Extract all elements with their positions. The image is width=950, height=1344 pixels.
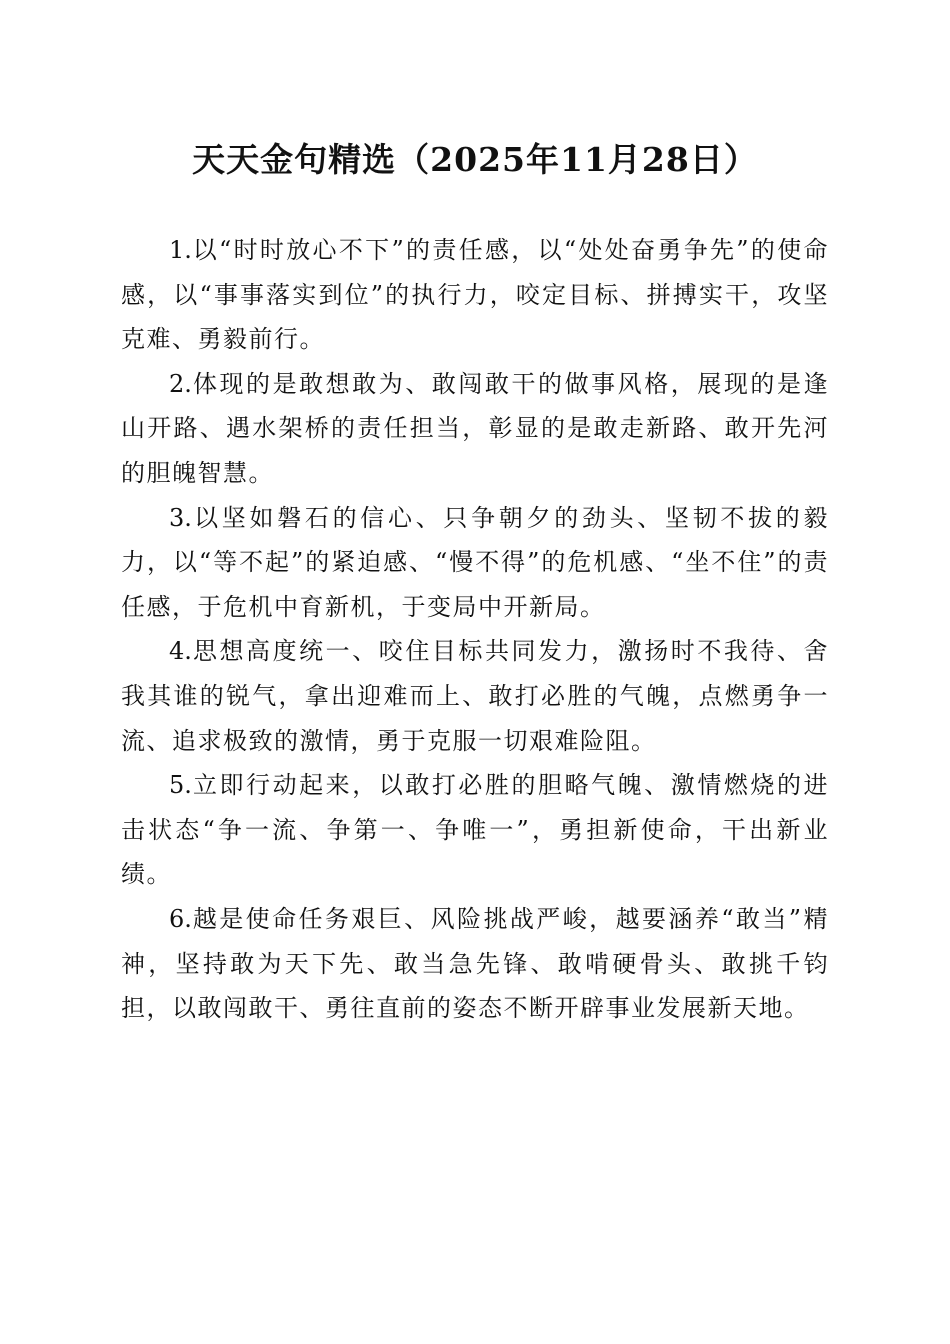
- paragraph-2: [121, 362, 829, 496]
- paragraph-number: 3.: [169, 503, 192, 532]
- paragraph-number: 5.: [169, 771, 192, 800]
- paragraph-number: 4.: [169, 637, 192, 666]
- paragraph-text: 思想高度统一、咬住目标共同发力，激扬时不我待、舍我其谁的锐气，拿出迎难而上、敢打必胜的气魄，点燃勇争一流、追求极致的激情，勇于克服一切艰难险阻。: [121, 637, 829, 755]
- paragraph-text: 以坚如磐石的信心、只争朝夕的劲头、坚韧不拔的毅力，以“等不起”的紧迫感、“慢不得”的危机感、“坐不住”的责任感，于危机中育新机，于变局中开新局。: [121, 503, 829, 621]
- paragraph-number: 6.: [169, 904, 192, 933]
- paragraph-3: [121, 496, 829, 630]
- paragraph-text: 越是使命任务艰巨、风险挑战严峻，越要涵养“敢当”精神，坚持敢为天下先、敢当急先锋、敢啃硬骨头、敢挑千钧担，以敢闯敢干、勇往直前的姿态不断开辟事业发展新天地。: [121, 904, 829, 1023]
- paragraph-6: [121, 897, 829, 1031]
- paragraph-5: [121, 763, 829, 897]
- paragraph-number: 2.: [169, 369, 192, 398]
- document-title: 天天金句精选（2025年11月28日）: [192, 140, 758, 179]
- paragraph-text: 体现的是敢想敢为、敢闯敢干的做事风格，展现的是逢山开路、遇水架桥的责任担当，彰显的是敢走新路、敢开先河的胆魄智慧。: [121, 369, 829, 487]
- document-body: [121, 228, 829, 1031]
- paragraph-4: [121, 629, 829, 763]
- paragraph-text: 以“时时放心不下”的责任感，以“处处奋勇争先”的使命感，以“事事落实到位”的执行力，咬定目标、拼搏实干，攻坚克难、勇毅前行。: [121, 236, 829, 354]
- paragraph-1: [121, 228, 829, 362]
- paragraph-number: 1.: [169, 236, 192, 264]
- paragraph-text: 立即行动起来，以敢打必胜的胆略气魄、激情燃烧的进击状态“争一流、争第一、争唯一”，勇担新使命，干出新业绩。: [121, 771, 829, 889]
